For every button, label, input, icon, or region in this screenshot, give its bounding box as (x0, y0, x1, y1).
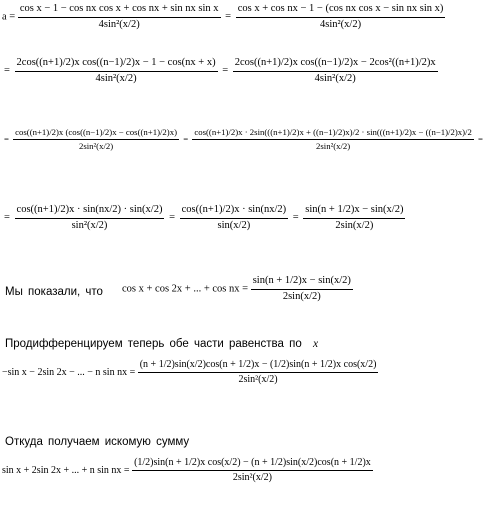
final-den: 2sin²(x/2) (232, 472, 272, 483)
shown-fraction (251, 276, 353, 302)
shown-equation (122, 276, 353, 302)
eq4-fraction-3 (303, 205, 405, 231)
eq1-f1-den: 4sin²(x/2) (98, 18, 140, 30)
shown-text: Мы показали, что (5, 286, 103, 298)
eq2-f2-den: 4sin²(x/2) (314, 72, 356, 84)
eq-line-3: = $\frac{\cos((n+1)/2)x (\cos((n-1)/2)x - \cos((n+1)/2)x)}{\text{2sin²(x/2)}}$ = cos((n+1)/2)x · 2sin(((n+1)/2)x + ((n−1)/2)x)/2 · sin(((n+1)/2)x − ((n−1)/2)x)/2 2sin²(x/2) = (4, 127, 483, 151)
diff-equation (2, 360, 378, 385)
shown-num: sin(n + 1/2)x − sin(x/2) (251, 276, 353, 290)
eq3-fraction-1 (13, 128, 179, 151)
eq3-f2-num: cos((n+1)/2)x · 2sin(((n+1)/2)x + ((n−1)/2)x)/2 · sin(((n+1)/2)x − ((n−1)/2)x)/2 (192, 128, 474, 140)
shown-lhs: cos x + cos 2x + ... + cos nx = (122, 283, 249, 295)
eq4-f1-num: cos((n+1)/2)x · sin(nx/2) · sin(x/2) (15, 205, 165, 219)
eq2-fraction-1 (15, 58, 218, 84)
eq4-f3-num: sin(n + 1/2)x − sin(x/2) (303, 205, 405, 219)
eq2-f1-den: 4sin²(x/2) (95, 72, 137, 84)
eq4-f2-den: sin(x/2) (217, 219, 251, 231)
diff-lhs: −sin x − 2sin 2x − ... − n sin nx = (2, 366, 136, 378)
final-num: (1/2)sin(n + 1/2)x cos(x/2) − (n + 1/2)sin(x/2)cos(n + 1/2)x (132, 458, 373, 471)
eq2-fraction-2 (233, 58, 438, 84)
diff-num: (n + 1/2)sin(x/2)cos(n + 1/2)x − (1/2)sin(n + 1/2)x cos(x/2) (138, 360, 379, 373)
diff-var: x (312, 338, 319, 350)
eq1-fraction-2 (236, 4, 446, 30)
eq1-f1-num: cos x − 1 − cos nx cos x + cos nx + sin nx sin x (18, 4, 221, 18)
diff-den: 2sin²(x/2) (238, 374, 278, 385)
eq-a-label: a = (2, 11, 18, 23)
eq-line-1: a = $\frac{\text{cos x − 1 − cos nx cos x + cos nx + sin nx sin x}}{\text{4sin²(x/2)}}$ = $\frac{\text{cos x + cos nx − 1 − (cos nx cos x − sin nx sin x)}}{\text{4sin²(x/2)}}$ (2, 3, 444, 30)
eq4-f3-den: 2sin(x/2) (335, 219, 374, 231)
eq-line-4: = $\frac{\cos((n+1)/2)x \cdot \sin(nx/2) \cdot \sin(x/2)}{\text{sin²(x/2)}}$ = $\frac{\cos((n+1)/2)x \cdot \sin(nx/2)}{\sin(x/2)}$ = $\frac{\sin(n + 1/2)x - \sin(x/2)}{2\sin(x/2)}$ (4, 204, 404, 231)
diff-text-main: Продифференцируем теперь обе части равенства по (5, 338, 302, 350)
diff-text (5, 338, 318, 350)
eq4-f1-den: sin²(x/2) (71, 219, 108, 231)
eq3-fraction-2 (192, 128, 474, 151)
diff-fraction (138, 360, 379, 385)
eq3-f1-num: cos((n+1)/2)x (cos((n−1)/2)x − cos((n+1)/2)x) (13, 128, 179, 140)
eq4-f2-num: cos((n+1)/2)x · sin(nx/2) (180, 205, 288, 219)
eq3-f1-den: 2sin²(x/2) (78, 140, 114, 151)
eq3-f2-den: 2sin²(x/2) (315, 140, 351, 151)
final-lhs: sin x + 2sin 2x + ... + n sin nx = (2, 464, 130, 476)
eq2-f1-num: 2cos((n+1)/2)x cos((n−1)/2)x − 1 − cos(nx + x) (15, 58, 218, 72)
eq1-f2-num: cos x + cos nx − 1 − (cos nx cos x − sin nx sin x) (236, 4, 446, 18)
eq1-f2-den: 4sin²(x/2) (320, 18, 362, 30)
eq1-fraction-1 (18, 4, 221, 30)
eq4-fraction-1 (15, 205, 165, 231)
eq2-f2-num: 2cos((n+1)/2)x cos((n−1)/2)x − 2cos²((n+1)/2)x (233, 58, 438, 72)
shown-den: 2sin(x/2) (282, 290, 321, 302)
eq4-fraction-2 (180, 205, 288, 231)
final-fraction (132, 458, 373, 483)
final-equation (2, 458, 373, 483)
eq-line-2: = $\frac{\text{2cos((n+1)/2)x cos((n−1)/2)x − 1 − cos(nx + x)}}{\text{4sin²(x/2)}}$ = $\frac{\text{2cos((n+1)/2)x cos((n−1)/2)x − 2cos²((n+1)/2)x}}{\text{4sin²(x/2)}}$ (4, 57, 436, 84)
final-text: Откуда получаем искомую сумму (5, 436, 190, 448)
